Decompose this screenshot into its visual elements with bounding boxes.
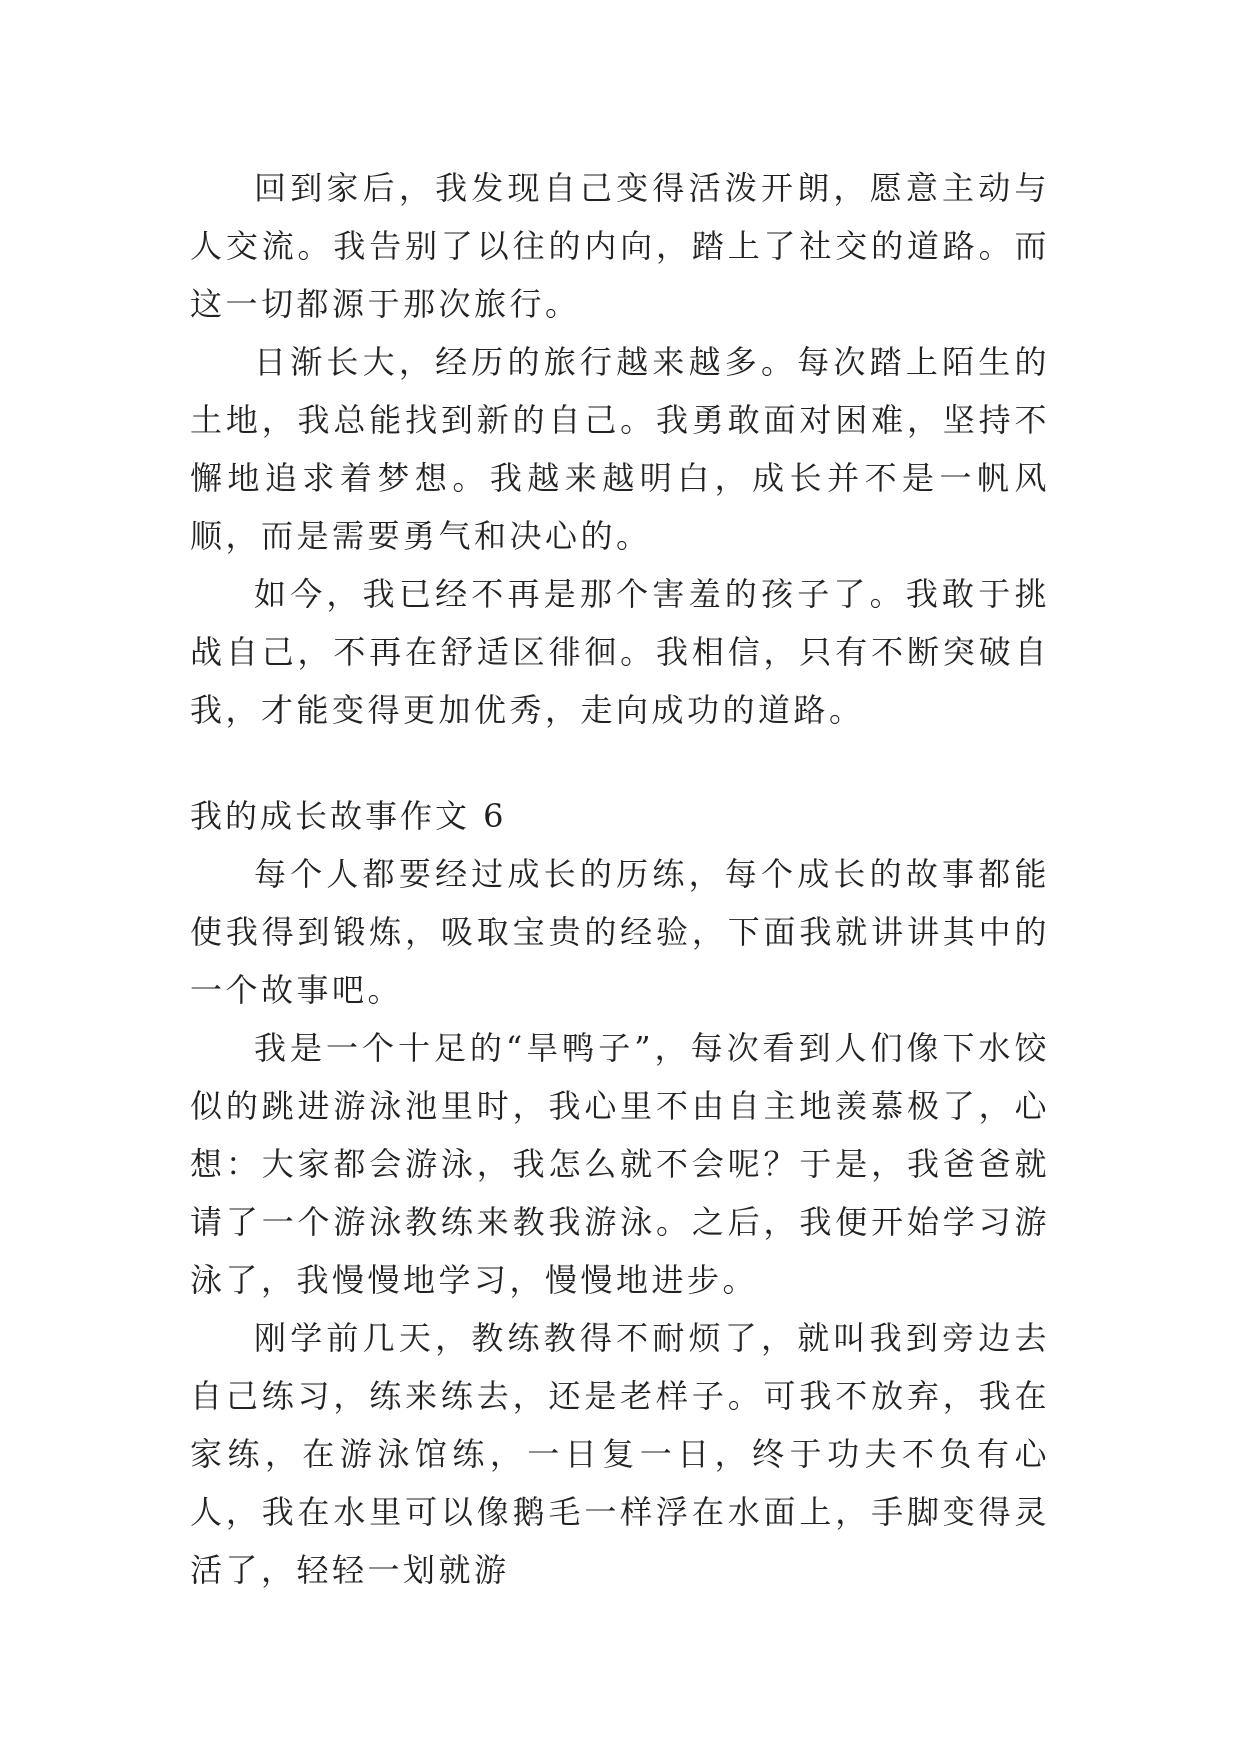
paragraph-practice: 刚学前几天，教练教得不耐烦了，就叫我到旁边去自己练习，练来练去，还是老样子。可我不放弃，我在家练，在游泳馆练，一日复一日，终于功夫不负有心人，我在水里可以像鹅毛一样浮在水面上，手脚变得灵活了，轻轻一划就游 bbox=[190, 1319, 1050, 1589]
paragraph-intro: 每个人都要经过成长的历练，每个成长的故事都能使我得到锻炼，吸取宝贵的经验，下面我就讲讲其中的一个故事吧。 bbox=[190, 855, 1050, 1009]
paragraph-nowadays: 如今，我已经不再是那个害羞的孩子了。我敢于挑战自己，不再在舒适区徘徊。我相信，只有不断突破自我，才能变得更加优秀，走向成功的道路。 bbox=[190, 575, 1050, 729]
essay-title: 我的成长故事作文 6 bbox=[190, 797, 507, 835]
paragraph-growing-up: 日渐长大，经历的旅行越来越多。每次踏上陌生的土地，我总能找到新的自己。我勇敢面对困难，坚持不懈地追求着梦想。我越来越明白，成长并不是一帆风顺，而是需要勇气和决心的。 bbox=[190, 343, 1050, 555]
paragraph-return-home: 回到家后，我发现自己变得活泼开朗，愿意主动与人交流。我告别了以往的内向，踏上了社交的道路。而这一切都源于那次旅行。 bbox=[190, 169, 1050, 323]
essay-6 bbox=[190, 787, 1050, 1599]
essay-continuation bbox=[190, 159, 1050, 739]
paragraph-land-duck: 我是一个十足的“旱鸭子”，每次看到人们像下水饺似的跳进游泳池里时，我心里不由自主地羡慕极了，心想：大家都会游泳，我怎么就不会呢？于是，我爸爸就请了一个游泳教练来教我游泳。之后，我便开始学习游泳了，我慢慢地学习，慢慢地进步。 bbox=[190, 1029, 1050, 1299]
